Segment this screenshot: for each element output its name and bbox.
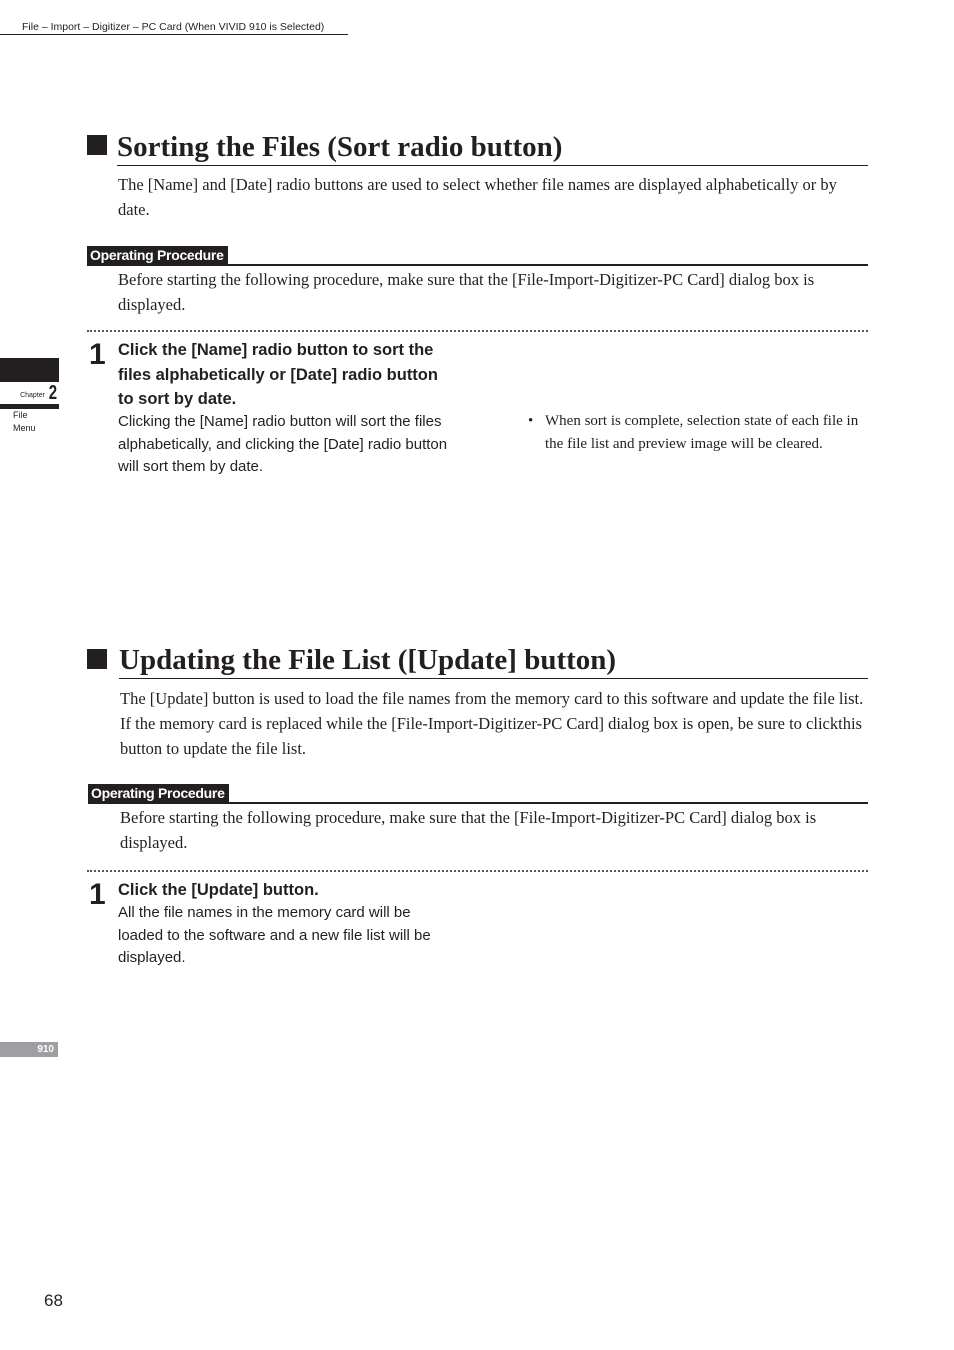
- model-tab: 910: [0, 1042, 58, 1057]
- operating-procedure-header: [87, 246, 868, 266]
- step-number: 1: [89, 338, 105, 371]
- section-intro: The [Name] and [Date] radio buttons are used to select whether file names are displayed alphabetically or by date.: [118, 175, 837, 219]
- running-head: File – Import – Digitizer – PC Card (When VIVID 910 is Selected): [0, 20, 348, 35]
- operating-procedure-label: Operating Procedure: [88, 784, 229, 802]
- step-title: Click the [Name] radio button to sort the files alphabetically or [Date] radio button to sort by date.: [118, 341, 438, 408]
- step-number: 1: [89, 878, 105, 911]
- step-description: All the file names in the memory card will be loaded to the software and a new file list will be displayed.: [118, 904, 431, 967]
- procedure-prerequisite: Before starting the following procedure, make sure that the [File-Import-Digitizer-PC Card] dialog box is displayed.: [120, 808, 817, 852]
- dotted-divider: [87, 870, 868, 872]
- operating-procedure-label: Operating Procedure: [87, 246, 228, 264]
- square-bullet-icon: [87, 135, 107, 155]
- operating-procedure-header: [88, 784, 868, 804]
- chapter-indicator: [0, 382, 59, 409]
- section-heading-sort: [87, 130, 868, 166]
- chapter-word: Chapter: [20, 392, 45, 399]
- step-note: [528, 410, 868, 456]
- step-title: Click the [Update] button.: [118, 881, 319, 899]
- section-title: Sorting the Files (Sort radio button): [117, 130, 868, 166]
- procedure-prerequisite: Before starting the following procedure, make sure that the [File-Import-Digitizer-PC Card] dialog box is displayed.: [118, 270, 815, 314]
- step-description: Clicking the [Name] radio button will sort the files alphabetically, and clicking the [Date] radio button will sort them by date.: [118, 413, 448, 476]
- section-heading-update: [87, 643, 868, 679]
- chapter-number: 2: [48, 382, 57, 404]
- chapter-tab-block: [0, 358, 59, 382]
- section-intro: The [Update] button is used to load the file names from the memory card to this software and update the file list. If the memory card is replaced while the [File-Import-Digitizer-PC Card] dialog box is open, be sure to clickthis button to update the file list.: [120, 689, 864, 758]
- dotted-divider: [87, 330, 868, 332]
- note-text: When sort is complete, selection state of each file in the file list and preview image will be cleared.: [545, 413, 859, 452]
- page-number: 68: [44, 1291, 63, 1310]
- chapter-label-line1: File: [13, 410, 28, 420]
- section-title: Updating the File List ([Update] button): [119, 643, 868, 679]
- chapter-label-line2: Menu: [13, 423, 36, 433]
- square-bullet-icon: [87, 649, 107, 669]
- note-bullet: •: [528, 413, 534, 429]
